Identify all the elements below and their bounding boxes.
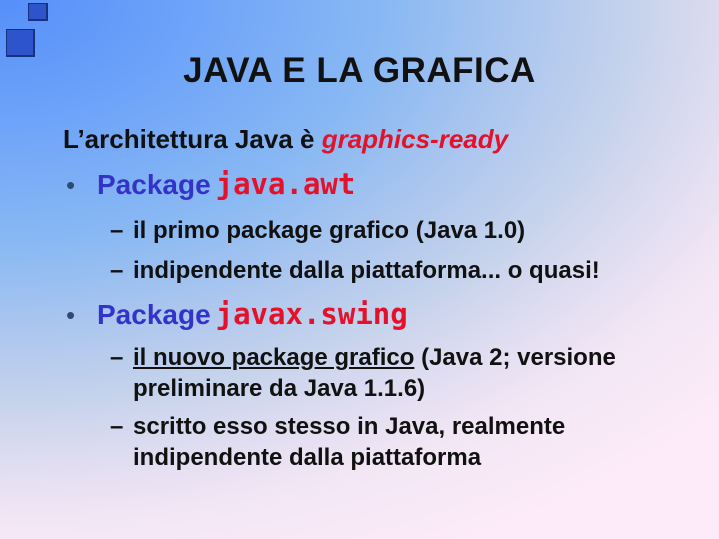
- package-code-awt: java.awt: [215, 167, 356, 201]
- sub-bullet-awt-2: [110, 255, 653, 286]
- dash-icon: –: [110, 413, 124, 440]
- sub-bullet-text: (Java 2; versione preliminare da Java 1.1.6): [133, 344, 616, 402]
- dash-icon: –: [110, 344, 124, 371]
- sub-bullet-awt-1: [110, 215, 653, 246]
- sub-bullet-text: il primo package grafico (Java 1.0): [133, 217, 526, 244]
- intro-line: [63, 123, 508, 155]
- package-label: Package: [97, 169, 211, 200]
- bullet-item-awt: [63, 166, 355, 208]
- package-label: Package: [97, 299, 211, 330]
- sub-bullet-text: indipendente dalla piattaforma... o quasi!: [133, 257, 600, 284]
- intro-emphasis: graphics-ready: [321, 124, 509, 154]
- bullet-item-swing: [63, 296, 408, 338]
- bullet-dot-icon: •: [66, 170, 76, 200]
- sub-bullet-underlined-text: il nuovo package grafico: [133, 344, 415, 371]
- dash-icon: –: [110, 257, 124, 284]
- intro-text: L’architettura Java è: [63, 124, 322, 154]
- dash-icon: –: [110, 217, 124, 244]
- package-code-swing: javax.swing: [215, 297, 408, 331]
- slide-title: JAVA E LA GRAFICA: [183, 51, 536, 90]
- sub-bullet-swing-2: [110, 411, 653, 473]
- bullet-dot-icon: •: [66, 300, 76, 330]
- sub-bullet-swing-1: [110, 342, 653, 404]
- sub-bullet-text: scritto esso stesso in Java, realmente indipendente dalla piattaforma: [133, 413, 566, 471]
- decor-square-small: [28, 3, 48, 21]
